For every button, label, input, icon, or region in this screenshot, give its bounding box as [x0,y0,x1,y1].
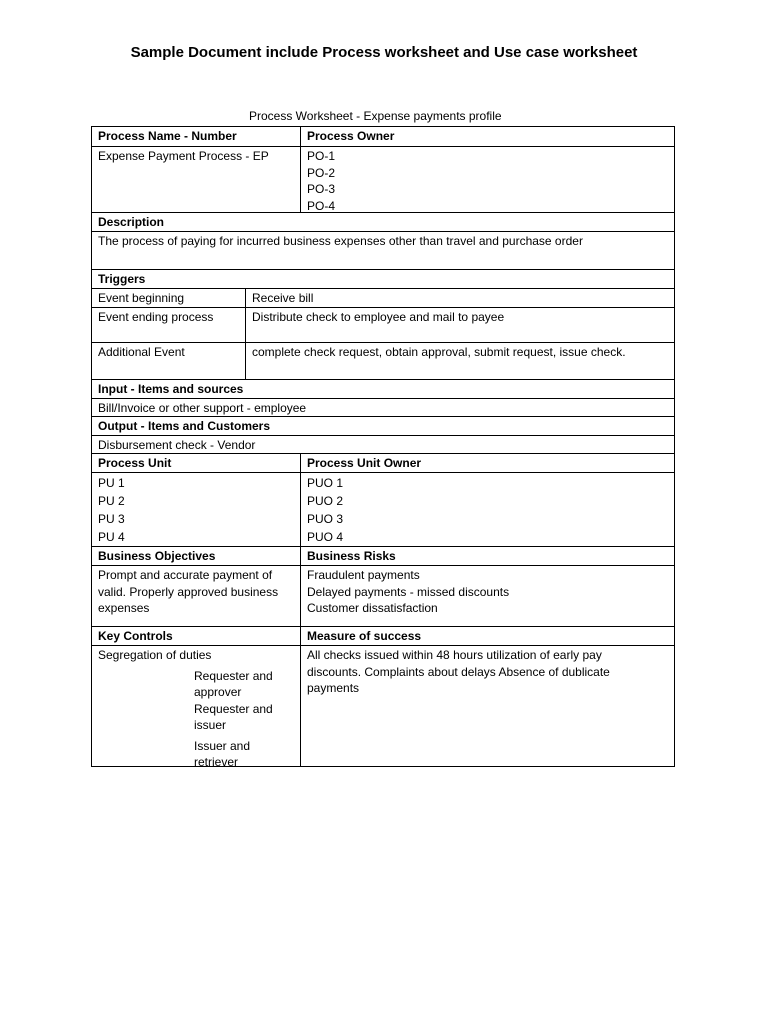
control-sub-line: retriever [194,755,239,769]
output-label: Output - Items and Customers [98,419,271,433]
control-sub-line: issuer [194,718,227,732]
objective-line: expenses [98,601,150,615]
worksheet-caption: Process Worksheet - Expense payments profile [249,109,502,123]
risk-item: Delayed payments - missed discounts [307,584,510,599]
business-objectives-label: Business Objectives [98,549,216,563]
owner-item: PO-3 [307,182,336,196]
measure-line: payments [307,681,360,695]
measure-line: discounts. Complaints about delays Absence of dublicate [307,664,610,679]
business-objectives-text [92,566,300,626]
input-label: Input - Items and sources [98,382,244,396]
key-controls-label: Key Controls [98,629,173,643]
input-row [92,398,674,416]
risk-item: Customer dissatisfaction [307,601,438,615]
trigger-value: Distribute check to employee and mail to payee [245,308,674,342]
trigger-value: complete check request, obtain approval, submit request, issue check. [245,343,674,379]
owner-item: PO-1 [307,149,336,163]
input-label-row [92,379,674,398]
process-owner-header: Process Owner [300,127,674,146]
trigger-row [92,307,674,342]
unit-owner-item: PUO 2 [307,494,344,508]
objectives-header-row [92,546,674,565]
measure-of-success-label: Measure of success [300,627,674,645]
business-risks-list [300,566,674,626]
process-unit-label: Process Unit [98,456,172,470]
process-unit-owner-list [300,473,674,546]
key-controls-text [92,646,300,769]
output-label-row [92,416,674,435]
unit-item: PU 3 [98,512,125,526]
controls-row [92,645,674,769]
description-text: The process of paying for incurred business expenses other than travel and purchase order [98,234,583,248]
unit-item: PU 2 [98,494,125,508]
owner-item: PO-2 [307,165,336,180]
process-unit-header-row [92,453,674,472]
control-line: Segregation of duties [98,648,212,662]
trigger-label: Additional Event [98,345,185,359]
controls-header-row [92,626,674,645]
description-label: Description [98,215,165,229]
process-worksheet-table [91,126,675,767]
output-row [92,435,674,453]
objective-line: valid. Properly approved business [98,584,279,599]
trigger-label: Event ending process [98,310,214,324]
process-unit-list [92,473,300,546]
objectives-row [92,565,674,626]
triggers-label-row [92,269,674,288]
table-header-row [92,127,674,146]
unit-owner-item: PUO 4 [307,530,344,544]
control-sub-line: approver [194,685,242,699]
risk-item: Fraudulent payments [307,568,420,582]
process-owner-list [300,147,674,212]
measure-line: All checks issued within 48 hours utilization of early pay [307,648,602,662]
process-name-value: Expense Payment Process - EP [98,149,269,163]
business-risks-label: Business Risks [300,547,674,565]
trigger-label: Event beginning [98,291,185,305]
trigger-value: Receive bill [245,289,674,307]
triggers-label: Triggers [98,272,146,286]
process-unit-owner-label: Process Unit Owner [300,454,674,472]
trigger-row [92,342,674,379]
measure-of-success-text [300,646,674,766]
process-row [92,146,674,212]
trigger-row [92,288,674,307]
input-text: Bill/Invoice or other support - employee [98,401,307,415]
output-text: Disbursement check - Vendor [98,438,256,452]
unit-item: PU 1 [98,476,125,490]
page-title: Sample Document include Process worksheet and Use case worksheet [130,44,638,61]
owner-item: PO-4 [307,198,336,213]
description-label-row [92,212,674,231]
unit-owner-item: PUO 1 [307,476,344,490]
control-sub-line: Issuer and [194,738,251,753]
unit-owner-item: PUO 3 [307,512,344,526]
objective-line: Prompt and accurate payment of [98,568,273,582]
process-name-header: Process Name - Number [98,129,237,143]
control-sub-line: Requester and [194,701,273,716]
process-unit-row [92,472,674,546]
description-row [92,231,674,269]
control-sub-line: Requester and [194,668,273,683]
unit-item: PU 4 [98,530,125,544]
